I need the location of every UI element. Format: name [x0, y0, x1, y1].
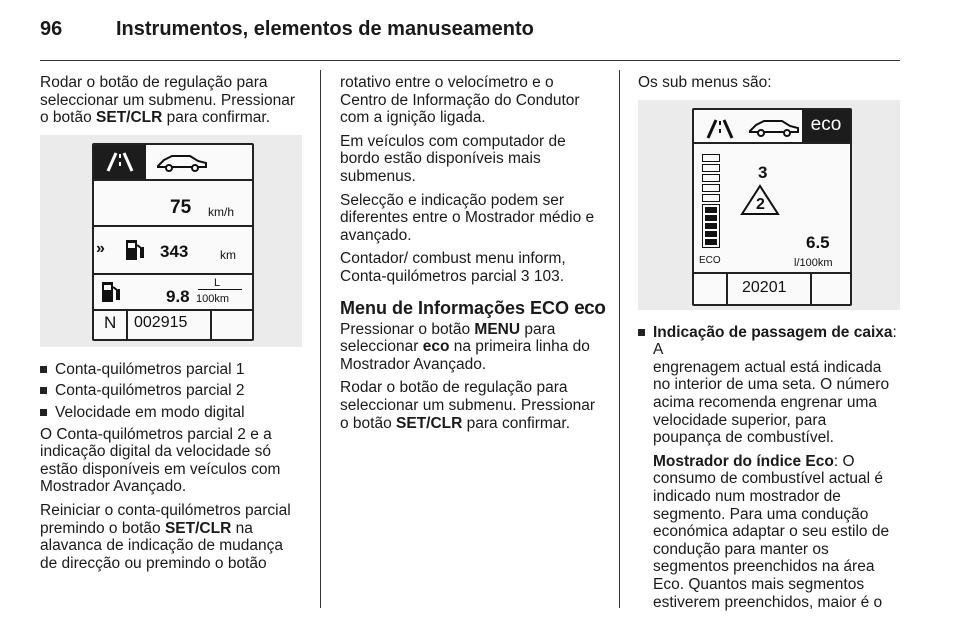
- col1-paragraph-1: Rodar o botão de regulação para seleccionar um submenu. Pressionar o botão SET/CLR para confirmar.: [40, 74, 296, 127]
- bullet-icon: [40, 387, 47, 394]
- list-item: Conta-quilómetros parcial 1: [40, 361, 312, 379]
- recommended-gear: 3: [758, 162, 768, 182]
- page-header: [40, 18, 900, 46]
- column-divider-2: [619, 70, 620, 608]
- lane-tab: [94, 145, 146, 179]
- current-gear: 2: [756, 195, 765, 213]
- bullet-icon: [40, 409, 47, 416]
- column-2: [340, 74, 612, 438]
- eco-symbol-icon: eco: [422, 338, 450, 356]
- lane-assist-icon: [696, 114, 746, 142]
- eco-odometer: 20201: [742, 278, 787, 296]
- col2-paragraph-1: rotativo entre o velocímetro e o Centro de Informação do Condutor com a ignição ligada.: [340, 74, 580, 127]
- digital-speed: 75: [170, 196, 192, 218]
- list-item: Velocidade em modo digital: [40, 404, 312, 422]
- col2-paragraph-2: Em veículos com computador de bordo estão disponíveis mais submenus.: [340, 132, 566, 185]
- list-item: Indicação de passagem de caixa: A engrenagem actual está indicada no interior de uma seta. O número acima recomenda engrenar uma velocidade superior, para poupança de combustível.: [638, 324, 902, 447]
- col2-paragraph-6: Rodar o botão de regulação para seleccionar um submenu. Pressionar o botão SET/CLR para confirmar.: [340, 379, 596, 432]
- fuel-range: 343: [160, 241, 189, 261]
- eco-area-label: ECO: [699, 254, 721, 266]
- col1-paragraph-2: O Conta-quilómetros parcial 2 e a indicação digital da velocidade só estão disponíveis em veículos com Mostrador Avançado.: [40, 425, 281, 496]
- gear-indicator: N: [104, 312, 117, 332]
- dashboard-screen: [92, 143, 254, 341]
- page-title: Instrumentos, elementos de manuseamento: [116, 18, 534, 40]
- fuel-pump-icon-2: [100, 279, 122, 305]
- section-heading: Menu de Informações ECO eco: [340, 297, 606, 319]
- eco-segment-bar: [702, 154, 720, 266]
- col3-intro: Os sub menus são:: [638, 74, 772, 91]
- col2-paragraph-3: Selecção e indicação podem ser diferentes entre o Mostrador médio e avançado.: [340, 191, 595, 244]
- col2-paragraph-5: Pressionar o botão MENU para seleccionar eco na primeira linha do Mostrador Avançado.: [340, 320, 590, 373]
- odometer: 002915: [134, 313, 188, 331]
- eco-symbol-icon: eco: [574, 297, 606, 319]
- lane-assist-icon: [94, 145, 146, 179]
- fuel-pump-icon: [124, 237, 146, 263]
- eco-screen: [692, 108, 852, 306]
- header-rule: [40, 60, 900, 61]
- range-chevrons-icon: »: [96, 239, 105, 257]
- eco-consumption-unit: l/100km: [794, 256, 833, 269]
- column-1: [40, 74, 312, 578]
- consumption-unit-bottom: 100km: [196, 292, 230, 305]
- figure-eco-display: [638, 100, 900, 310]
- col2-paragraph-4: Contador/ combust menu inform, Conta-quilómetros parcial 3 103.: [340, 250, 566, 285]
- bullet-icon: [40, 366, 47, 373]
- column-divider-1: [320, 70, 321, 608]
- car-icon: [746, 116, 802, 138]
- car-icon: [154, 151, 210, 173]
- column-3: [638, 74, 902, 611]
- eco-index-paragraph: Mostrador do índice Eco: O consumo de combustível actual é indicado num mostrador de segmento. Para uma condução económica adaptar o seu estilo de condução para manter os segmentos preenchidos na área Eco. Quantos mais segmentos estiverem preenchidos, maior é o: [653, 452, 890, 611]
- speed-unit: km/h: [208, 204, 235, 219]
- average-consumption: 9.8: [166, 286, 190, 306]
- eco-tab: eco: [802, 110, 850, 142]
- figure-trip-display: [40, 135, 302, 347]
- bullet-icon: [638, 329, 645, 336]
- page-number: 96: [40, 18, 63, 40]
- col1-paragraph-3: Reiniciar o conta-quilómetros parcial premindo o botão SET/CLR na alavanca de indicação de mudança de direcção ou premindo o botão: [40, 501, 291, 572]
- range-unit: km: [220, 247, 236, 262]
- page-ref-arrow-icon: 3: [520, 267, 530, 285]
- list-item: Conta-quilómetros parcial 2: [40, 382, 312, 400]
- eco-consumption: 6.5: [806, 232, 830, 252]
- consumption-unit-top: L: [214, 276, 221, 289]
